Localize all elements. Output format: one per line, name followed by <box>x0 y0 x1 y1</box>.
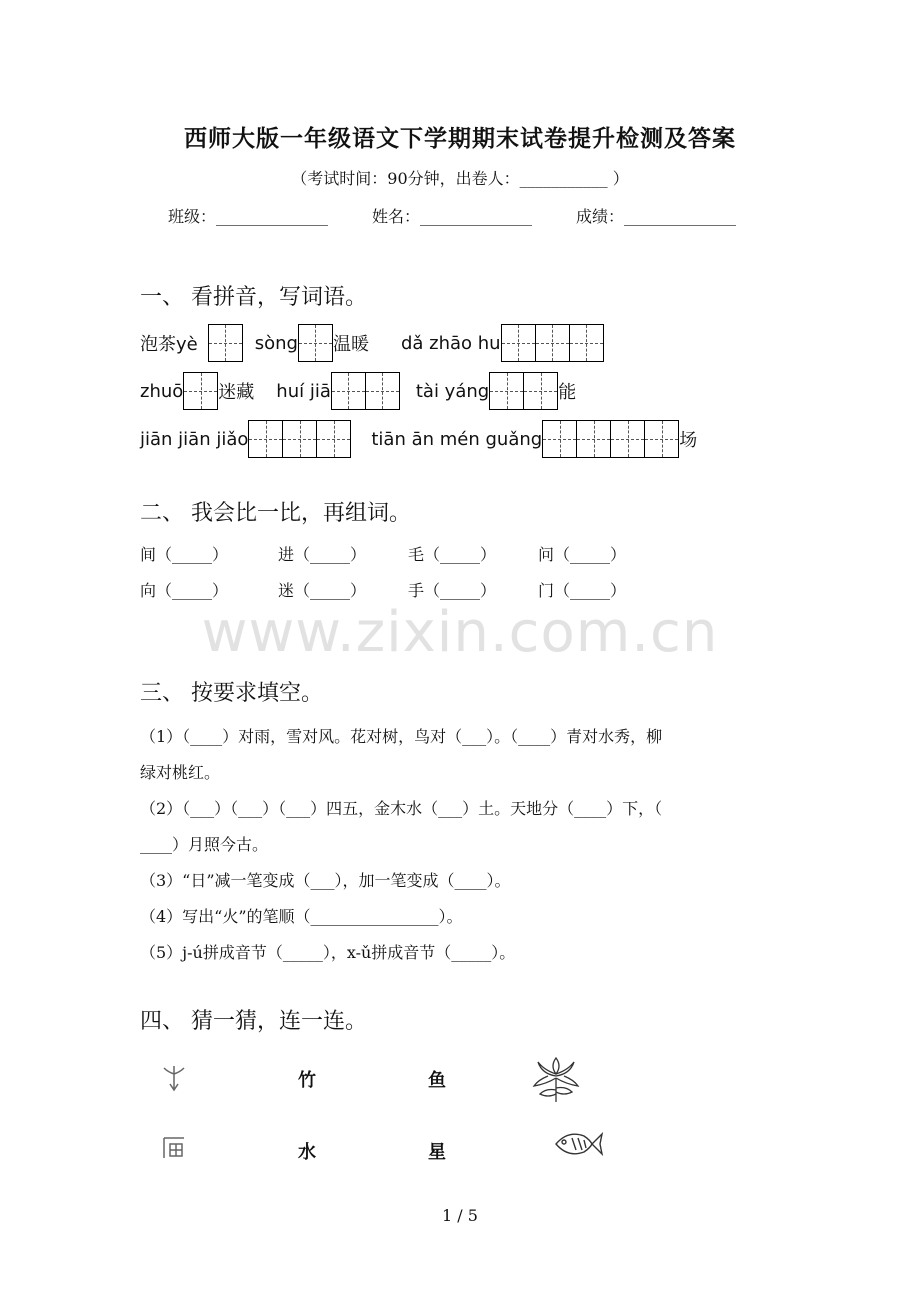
word-text: 温暖 <box>332 334 369 355</box>
section3-heading: 三、 按要求填空。 <box>140 681 323 706</box>
match-word: 星 <box>428 1142 446 1163</box>
fish-icon <box>552 1126 604 1162</box>
pinyin-row-3 <box>140 420 697 458</box>
section1-heading: 一、 看拼音，写词语。 <box>140 285 367 310</box>
page-number: 1 / 5 <box>442 1206 478 1225</box>
compare-item: 毛（_____） <box>408 545 497 564</box>
section4-heading: 四、 猜一猜，连一连。 <box>140 1009 367 1034</box>
question-3: （3）“日”减一笔变成（___），加一笔变成（____）。 <box>140 871 511 890</box>
match-word: 鱼 <box>428 1070 446 1091</box>
pinyin-text: tiān ān mén guǎng <box>371 428 543 450</box>
compare-item: 进（_____） <box>278 545 367 564</box>
ancient-star-glyph-icon <box>160 1134 188 1164</box>
pinyin-text: 泡茶yè <box>140 334 198 355</box>
section2-heading: 二、 我会比一比，再组词。 <box>140 501 411 526</box>
question-1-cont: 绿对桃红。 <box>140 763 221 782</box>
word-text: 迷藏 <box>218 382 255 403</box>
lotus-flower-icon <box>528 1050 584 1106</box>
question-2: （2）（___）（___）（___）四五，金木水（___）土。天地分（____）下，（ <box>140 799 663 818</box>
word-text: 场 <box>679 430 698 451</box>
pinyin-text: dǎ zhāo hu <box>400 332 501 354</box>
exam-info-line: （考试时间：90分钟，出卷人：___________ ） <box>291 169 629 188</box>
compare-item: 向（_____） <box>140 581 229 600</box>
question-4: （4）写出“火”的笔顺（________________）。 <box>140 907 463 926</box>
pinyin-row-1 <box>140 324 604 362</box>
compare-item: 问（_____） <box>538 545 627 564</box>
page-title: 西师大版一年级语文下学期期末试卷提升检测及答案 <box>184 125 736 152</box>
pinyin-text: tài yáng <box>415 380 490 402</box>
word-text: 能 <box>558 382 577 403</box>
pinyin-text: jiān jiān jiǎo <box>140 428 249 450</box>
pinyin-text: sòng <box>254 332 298 354</box>
writing-grid[interactable] <box>331 372 400 410</box>
pinyin-row-2 <box>140 372 576 410</box>
writing-grid[interactable] <box>183 372 218 410</box>
pinyin-text: huí jiā <box>276 380 331 402</box>
compare-item: 手（_____） <box>408 581 497 600</box>
writing-grid[interactable] <box>489 372 558 410</box>
writing-grid[interactable] <box>248 420 351 458</box>
writing-grid[interactable] <box>501 324 604 362</box>
compare-item: 间（_____） <box>140 545 229 564</box>
question-2-cont: ____）月照今古。 <box>140 835 269 854</box>
watermark: www.zixin.com.cn <box>201 600 719 665</box>
match-word: 水 <box>298 1142 316 1163</box>
ancient-bamboo-glyph-icon <box>160 1062 188 1094</box>
writing-grid[interactable] <box>542 420 679 458</box>
match-word: 竹 <box>298 1070 316 1091</box>
writing-grid[interactable] <box>208 324 243 362</box>
score-field: 成绩：______________ <box>576 207 737 226</box>
compare-item: 门（_____） <box>538 581 627 600</box>
question-1: （1）（____）对雨，雪对风。花对树，鸟对（___）。（____）青对水秀，柳 <box>140 727 663 746</box>
question-5: （5）j-ú拼成音节（_____），x-ǔ拼成音节（_____）。 <box>140 943 516 962</box>
writing-grid[interactable] <box>298 324 333 362</box>
class-field: 班级：______________ <box>168 207 329 226</box>
compare-item: 迷（_____） <box>278 581 367 600</box>
pinyin-text: zhuō <box>140 380 184 402</box>
name-field: 姓名：______________ <box>372 207 533 226</box>
